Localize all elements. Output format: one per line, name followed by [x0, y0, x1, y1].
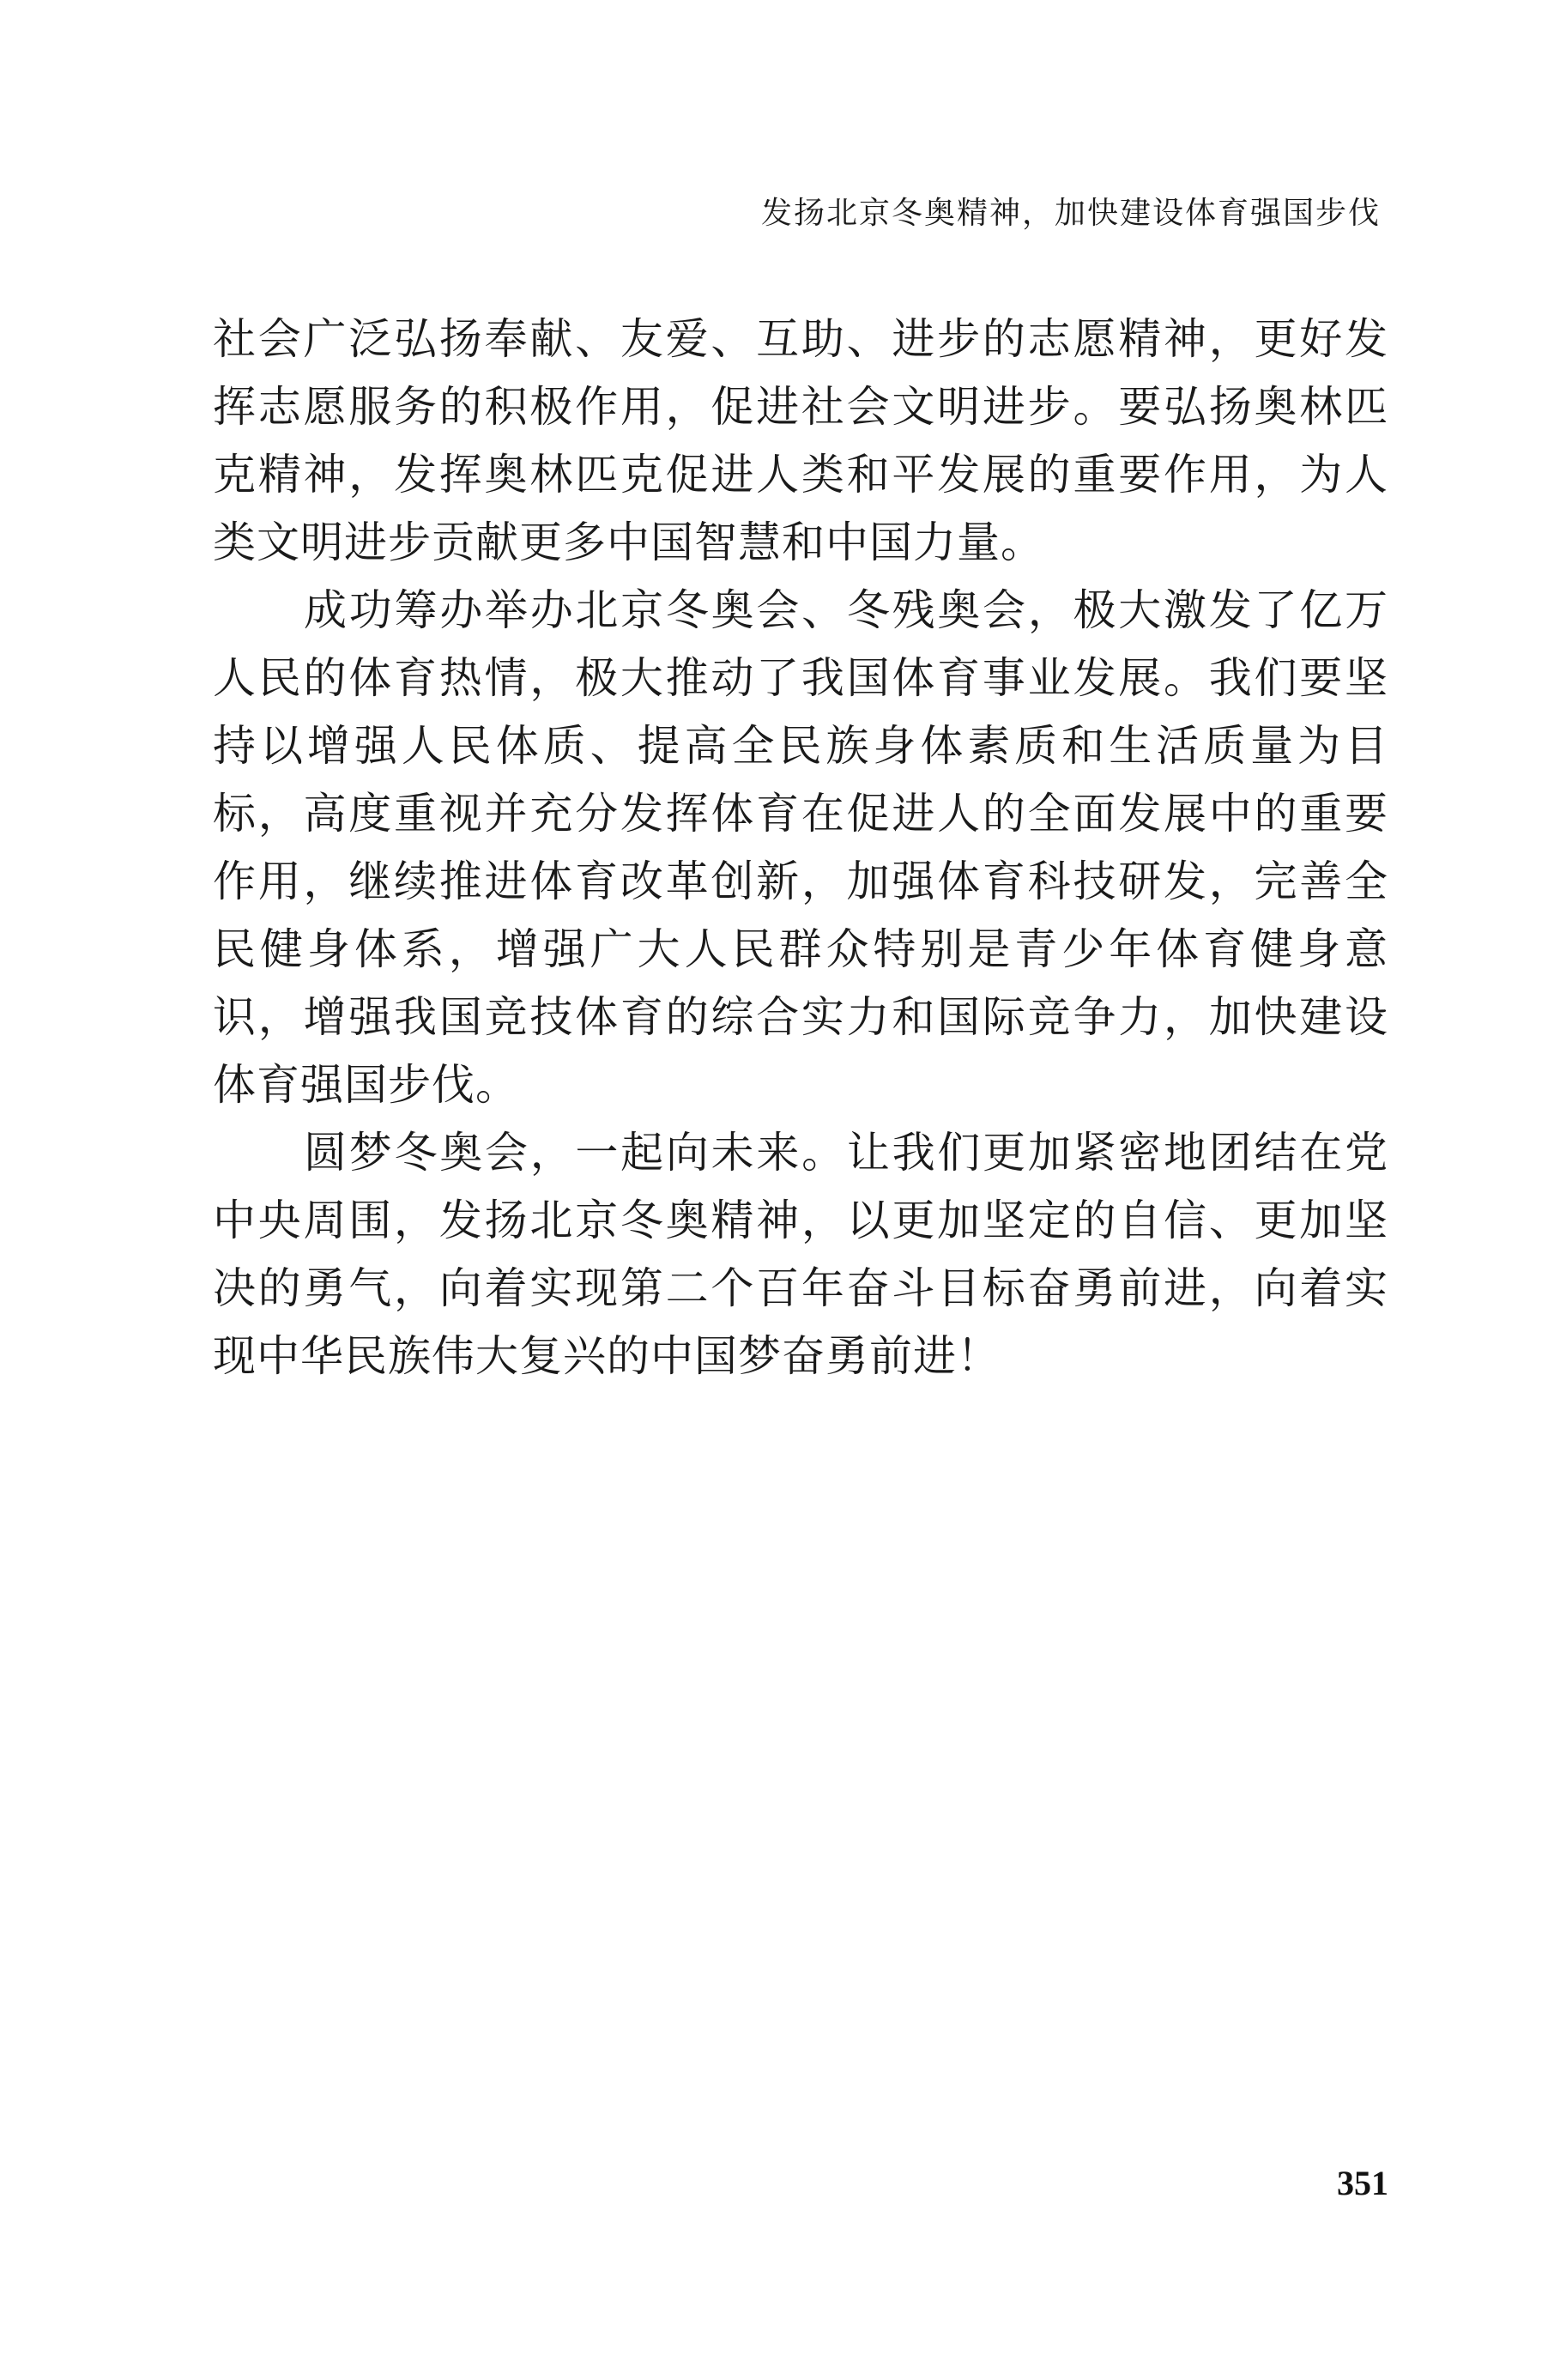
running-header-title: 发扬北京冬奥精神，加快建设体育强国步伐 — [760, 196, 1381, 231]
paragraph-sports-development: 成功筹办举办北京冬奥会、冬残奥会，极大激发了亿万人民的体育热情，极大推动了我国体育事业发展。我们要坚持以增强人民体质、提高全民族身体素质和生活质量为目标，高度重视并充分发挥体育在促进人的全面发展中的重要作用，继续推进体育改革创新，加强体育科技研发，完善全民健身体系，增强广大人民群众特别是青少年体育健身意识，增强我国竞技体育的综合实力和国际竞争力，加快建设体育强国步伐。 — [213, 585, 1388, 1110]
page-number: 351 — [1337, 2164, 1388, 2202]
paragraph-continued: 社会广泛弘扬奉献、友爱、互助、进步的志愿精神，更好发挥志愿服务的积极作用，促进社会文明进步。要弘扬奥林匹克精神，发挥奥林匹克促进人类和平发展的重要作用，为人类文明进步贡献更多中国智慧和中国力量。 — [213, 314, 1388, 567]
paragraph-closing: 圆梦冬奥会，一起向未来。让我们更加紧密地团结在党中央周围，发扬北京冬奥精神，以更加坚定的自信、更加坚决的勇气，向着实现第二个百年奋斗目标奋勇前进，向着实现中华民族伟大复兴的中国梦奋勇前进！ — [213, 1128, 1388, 1381]
body-text — [213, 306, 1388, 1390]
